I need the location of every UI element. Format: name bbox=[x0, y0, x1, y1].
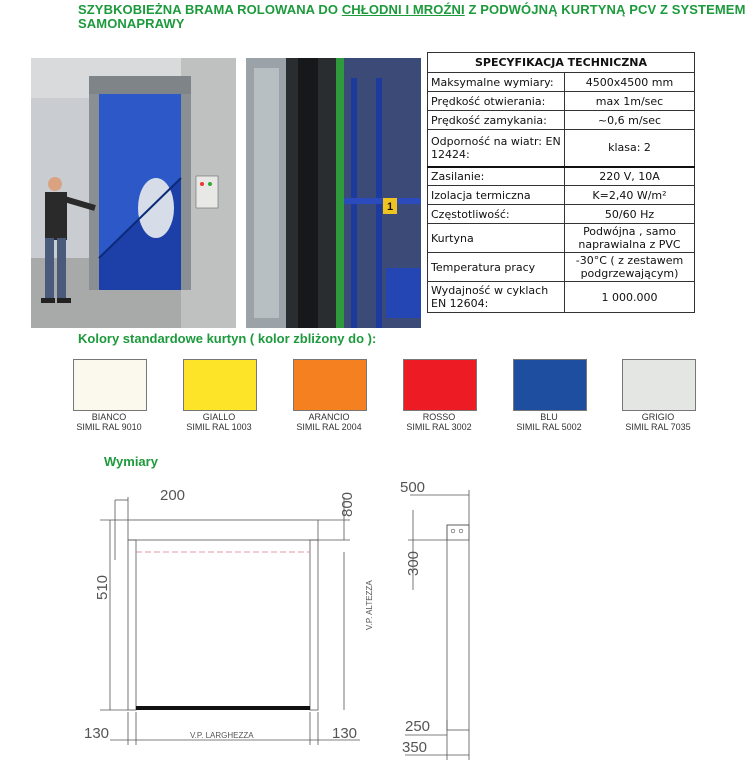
dimension-drawing bbox=[0, 470, 750, 770]
color-label-rosso bbox=[384, 412, 494, 432]
color-label-bianco bbox=[54, 412, 164, 432]
title-part2: Z PODWÓJNĄ KURTYNĄ PCV Z SYSTEMEM SAMONAPRAWY bbox=[78, 2, 746, 31]
dim-350: 350 bbox=[402, 739, 428, 756]
dim-800: 800 bbox=[339, 491, 356, 517]
color-ral: SIMIL RAL 2004 bbox=[296, 422, 362, 432]
spec-value: max 1m/sec bbox=[565, 92, 695, 111]
spec-header: SPECYFIKACJA TECHNICZNA bbox=[428, 53, 695, 73]
curtain-bottom-bar bbox=[136, 706, 310, 710]
height-label: V.P. ALTEZZA bbox=[365, 580, 374, 630]
color-ral: SIMIL RAL 1003 bbox=[186, 422, 252, 432]
dim-510: 510 bbox=[94, 574, 111, 600]
spec-key: Maksymalne wymiary: bbox=[428, 73, 565, 92]
color-swatch-rosso bbox=[403, 359, 477, 411]
color-name: GIALLO bbox=[202, 412, 236, 422]
color-ral: SIMIL RAL 7035 bbox=[625, 422, 691, 432]
spec-key: Zasilanie: bbox=[428, 167, 565, 186]
door-photo-person bbox=[31, 58, 236, 328]
spec-table bbox=[427, 52, 695, 313]
spec-key: Prędkość otwierania: bbox=[428, 92, 565, 111]
color-ral: SIMIL RAL 9010 bbox=[76, 422, 142, 432]
color-name: GRIGIO bbox=[641, 412, 675, 422]
color-swatch-blu bbox=[513, 359, 587, 411]
title-part1: SZYBKOBIEŻNA BRAMA ROLOWANA DO bbox=[78, 2, 342, 17]
spec-value: K=2,40 W/m² bbox=[565, 186, 695, 205]
color-label-grigio bbox=[603, 412, 713, 432]
dim-200: 200 bbox=[160, 487, 186, 504]
spec-key: Izolacja termiczna bbox=[428, 186, 565, 205]
spec-value: -30°C ( z zestawem podgrzewającym) bbox=[565, 253, 695, 282]
spec-key: Wydajność w cyklach EN 12604: bbox=[428, 282, 565, 313]
spec-value: 220 V, 10A bbox=[565, 167, 695, 186]
color-ral: SIMIL RAL 3002 bbox=[406, 422, 472, 432]
spec-key: Temperatura pracy bbox=[428, 253, 565, 282]
color-swatch-giallo bbox=[183, 359, 257, 411]
dim-500: 500 bbox=[400, 479, 426, 496]
title-underlined: CHŁODNI I MROŹNI bbox=[341, 2, 465, 17]
width-label: V.P. LARGHEZZA bbox=[190, 731, 254, 740]
spec-value: 1 000.000 bbox=[565, 282, 695, 313]
spec-key: Kurtyna bbox=[428, 224, 565, 253]
door-photo-closeup bbox=[246, 58, 421, 328]
colors-title: Kolory standardowe kurtyn ( kolor zbliżony do ): bbox=[78, 331, 377, 346]
color-name: ARANCIO bbox=[308, 412, 350, 422]
color-swatch-bianco bbox=[73, 359, 147, 411]
color-name: BLU bbox=[540, 412, 558, 422]
spec-value: 50/60 Hz bbox=[565, 205, 695, 224]
dim-250: 250 bbox=[405, 718, 431, 735]
color-ral: SIMIL RAL 5002 bbox=[516, 422, 582, 432]
document-title bbox=[78, 3, 748, 31]
color-label-giallo bbox=[164, 412, 274, 432]
spec-key: Prędkość zamykania: bbox=[428, 111, 565, 130]
sign-number: 1 bbox=[386, 201, 394, 213]
spec-value: 4500x4500 mm bbox=[565, 73, 695, 92]
spec-value: ~0,6 m/sec bbox=[565, 111, 695, 130]
dim-300: 300 bbox=[405, 550, 422, 576]
color-swatch-grigio bbox=[622, 359, 696, 411]
color-label-arancio bbox=[274, 412, 384, 432]
dim-130-left: 130 bbox=[84, 725, 110, 742]
color-name: ROSSO bbox=[422, 412, 456, 422]
spec-value: Podwójna , samo naprawialna z PVC bbox=[565, 224, 695, 253]
spec-key: Częstotliwość: bbox=[428, 205, 565, 224]
spec-key: Odporność na wiatr: EN 12424: bbox=[428, 130, 565, 167]
color-label-blu bbox=[494, 412, 604, 432]
spec-value: klasa: 2 bbox=[565, 130, 695, 167]
color-swatch-arancio bbox=[293, 359, 367, 411]
color-name: BIANCO bbox=[91, 412, 127, 422]
dimensions-title: Wymiary bbox=[104, 454, 158, 469]
dim-130-right: 130 bbox=[332, 725, 358, 742]
